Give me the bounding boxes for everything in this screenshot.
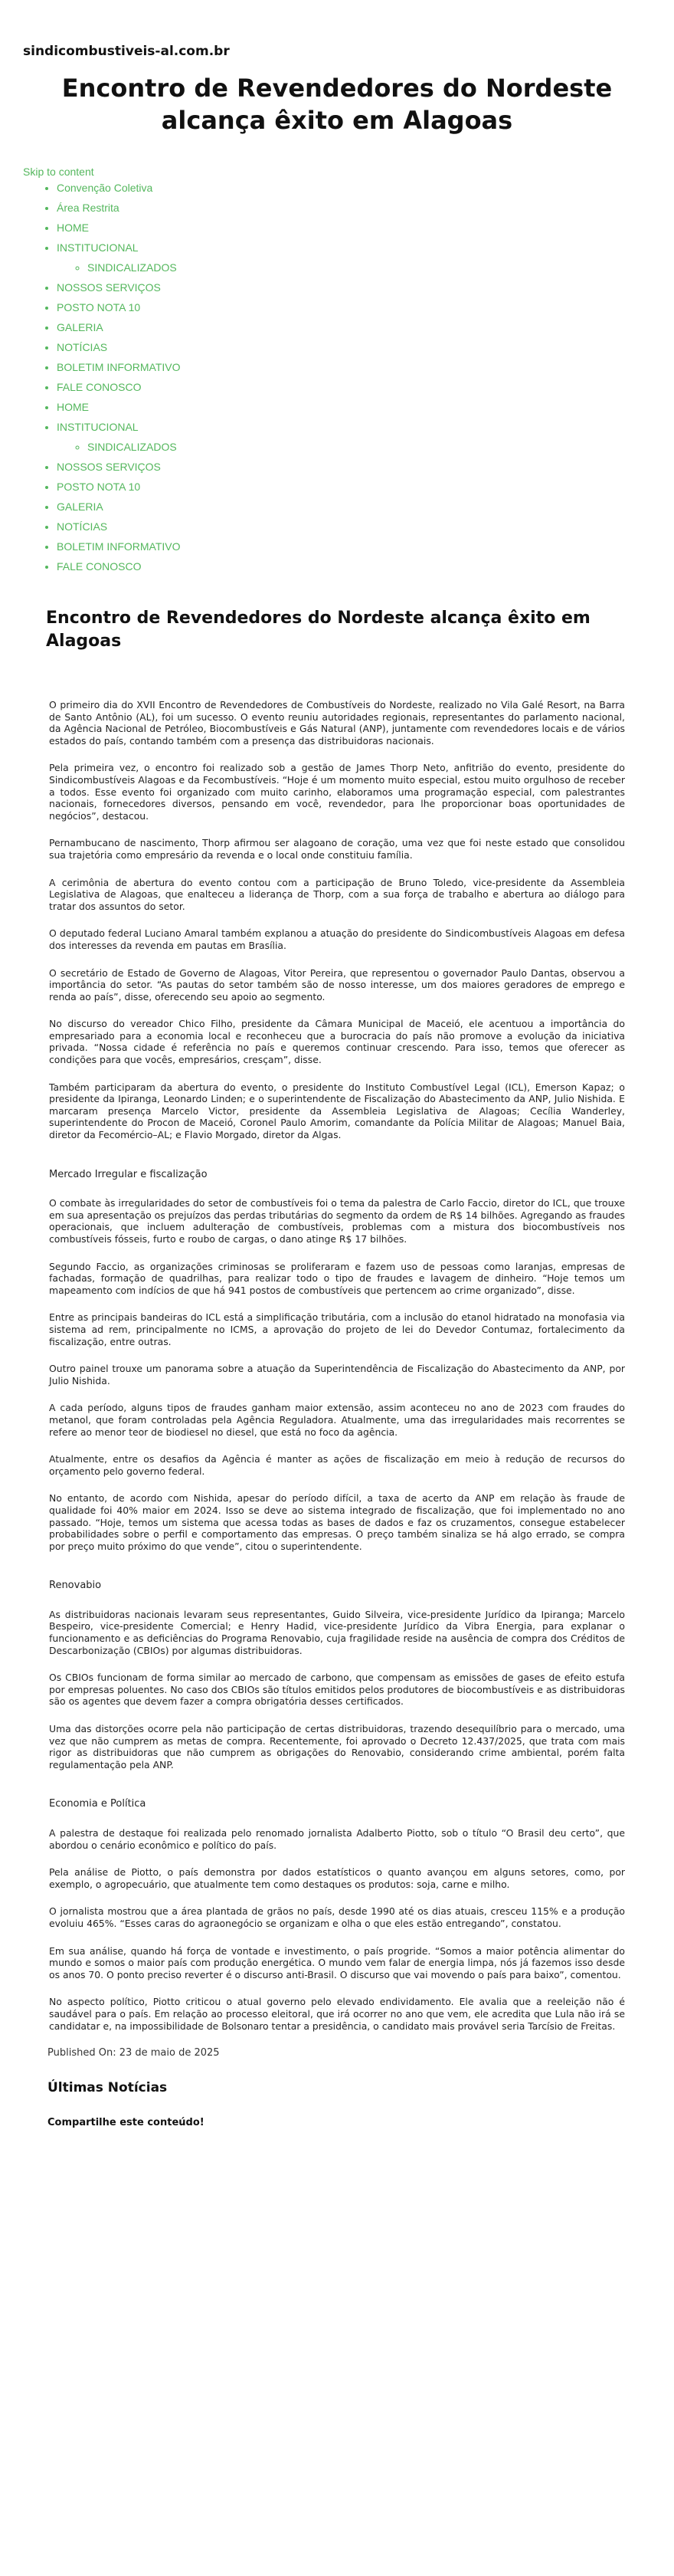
nav-item-noticias[interactable] [57, 337, 651, 357]
mobile-nav-link-institucional[interactable]: INSTITUCIONAL [57, 421, 139, 433]
nav-item-sindicalizados[interactable] [87, 258, 651, 277]
article-paragraph: O jornalista mostrou que a área plantada de grãos no país, desde 1990 até os dias atuais, cresceu 115% e a produção evoluiu 465%. “Esses caras do agraonegócio se organizam e olha o que eles estão entregando”, constatou. [49, 1905, 625, 1929]
top-menu-link-convencao[interactable]: Convenção Coletiva [57, 182, 153, 194]
top-menu-item-convencao[interactable] [57, 178, 651, 198]
nav-link-institucional[interactable]: INSTITUCIONAL [57, 241, 139, 254]
mobile-nav-item-galeria[interactable] [57, 497, 651, 517]
nav-link-noticias[interactable]: NOTÍCIAS [57, 341, 108, 353]
article-paragraph: No aspecto político, Piotto criticou o atual governo pelo elevado endividamento. Ele avalia que a reeleição não é saudável para o país. Em relação ao processo eleitoral, que irá ocorrer no ano que vem, ele acredita que Lula não irá se candidatar e, na impossibilidade de Bolsonaro tentar a presidência, o candidato mais provável seria Tarcísio de Freitas. [49, 1996, 625, 2032]
article-paragraph: O combate às irregularidades do setor de combustíveis foi o tema da palestra de Carlo Faccio, diretor do ICL, que trouxe em sua apresentação os prejuízos das perdas tributárias do segmento da ordem de R$ 14 bilhões. Agregando as fraudes operacionais, que incluem adulteração de combustíveis, problemas com a mistura dos biocombustíveis nos combustíveis fósseis, furto e roubo de cargas, o dano atinge R$ 17 bilhões. [49, 1197, 625, 1245]
article-paragraph: A cerimônia de abertura do evento contou com a participação de Bruno Toledo, vice-presidente da Assembleia Legislativa de Alagoas, que enalteceu a liderança de Thorp, com a sua força de trabalho e abertura ao diálogo para tratar dos assuntos do setor. [49, 876, 625, 912]
mobile-menu [23, 397, 651, 576]
mobile-nav-item-posto-nota-10[interactable] [57, 477, 651, 497]
top-menu-item-area-restrita[interactable] [57, 198, 651, 218]
nav-link-fale-conosco[interactable]: FALE CONOSCO [57, 381, 142, 393]
nav-item-home[interactable] [57, 218, 651, 238]
mobile-nav-link-fale-conosco[interactable]: FALE CONOSCO [57, 560, 142, 573]
article-paragraph: Pela primeira vez, o encontro foi realizado sob a gestão de James Thorp Neto, anfitrião do evento, presidente do Sindicombustíveis Alagoas e da Fecombustíveis. “Hoje é um momento muito especial, estou muito orgulhoso de receber a todos. Esse evento foi organizado com muito carinho, elaboramos uma programação especial, com palestrantes nacionais, fornecedores diversos, pensando em você, revendedor, para lhe proporcionar boas oportunidades de negócios”, destacou. [49, 762, 625, 822]
mobile-nav-item-boletim[interactable] [57, 537, 651, 556]
nav-item-institucional[interactable] [57, 238, 651, 277]
mobile-nav-link-sindicalizados[interactable]: SINDICALIZADOS [87, 441, 177, 453]
article-paragraph: Pela análise de Piotto, o país demonstra por dados estatísticos o quanto avançou em alguns setores, como, por exemplo, o agropecuário, que atualmente tem como destaques os produtos: soja, carne e milho. [49, 1866, 625, 1890]
skip-to-content-link[interactable]: Skip to content [23, 166, 94, 178]
top-menu [23, 178, 651, 218]
nav-link-galeria[interactable]: GALERIA [57, 321, 103, 333]
article-paragraph: O secretário de Estado de Governo de Alagoas, Vitor Pereira, que representou o governador Paulo Dantas, observou a importância do setor. “As pautas do setor também são de nosso interesse, um dos maiores geradores de emprego e renda ao país”, disse, oferecendo seu apoio ao segmento. [49, 966, 625, 1003]
latest-news-heading: Últimas Notícias [47, 2080, 168, 2096]
mobile-nav-item-noticias[interactable] [57, 517, 651, 537]
article-paragraph: As distribuidoras nacionais levaram seus representantes, Guido Silveira, vice-presidente Jurídico da Ipiranga; Marcelo Bespeiro, vice-presidente Comercial; e Henry Hadid, vice-presidente Jurídico da Vibra Energia, para explanar o funcionamento e as deficiências do Programa Renovabio, cuja fragilidade reside na ausência de compra dos Créditos de Descarbonização (CBIOs) por algumas distribuidoras. [49, 1608, 625, 1656]
mobile-nav-link-posto-nota-10[interactable]: POSTO NOTA 10 [57, 481, 141, 493]
mobile-nav-link-boletim[interactable]: BOLETIM INFORMATIVO [57, 540, 181, 553]
article-paragraph: Os CBIOs funcionam de forma similar ao mercado de carbono, que compensam as emissões de gases de efeito estufa por empresas poluentes. No caso dos CBIOs são títulos emitidos pelos produtores de biocombustíveis e as distribuidoras são os agentes que devem fazer a compra obrigatória desses certificados. [49, 1672, 625, 1708]
top-menu-link-area-restrita[interactable]: Área Restrita [57, 202, 119, 214]
article-paragraph: Entre as principais bandeiras do ICL está a simplificação tributária, com a inclusão do etanol hidratado na monofasia via sistema ad rem, principalmente no ICMS, a aprovação do projeto de lei do Devedor Contumaz, fortalecimento da fiscalização, entre outras. [49, 1311, 625, 1347]
mobile-nav-item-servicos[interactable] [57, 457, 651, 477]
share-heading: Compartilhe este conteúdo! [47, 2117, 204, 2129]
nav-link-boletim[interactable]: BOLETIM INFORMATIVO [57, 361, 181, 373]
main-menu [23, 218, 651, 397]
site-title[interactable]: sindicombustiveis-al.com.br [23, 44, 230, 59]
article-title: Encontro de Revendedores do Nordeste alcança êxito em Alagoas [46, 609, 591, 651]
mobile-nav-item-fale-conosco[interactable] [57, 556, 651, 576]
nav-item-servicos[interactable] [57, 277, 651, 297]
nav-item-posto-nota-10[interactable] [57, 297, 651, 317]
article-body [23, 699, 651, 2032]
article-paragraph: Pernambucano de nascimento, Thorp afirmou ser alagoano de coração, uma vez que foi neste estado que consolidou sua trajetória como empresário da revenda e o local onde constituiu família. [49, 837, 625, 861]
article-paragraph: No entanto, de acordo com Nishida, apesar do período difícil, a taxa de acerto da ANP em relação às fraude de qualidade foi 40% maior em 2024. Isso se deve ao sistema integrado de fiscalização, que foi implementado no ano passado. “Hoje, temos um sistema que acessa todas as bases de dados e faz os cruzamentos, consegue estabelecer probabilidades sobre o perfil e comportamento das empresas. O preço também sinaliza se há algo errado, se compra por preço muito próximo do que vende”, citou o superintendente. [49, 1492, 625, 1552]
published-date: Published On: 23 de maio de 2025 [47, 2047, 220, 2059]
section-heading-economia-politica: Economia e Política [49, 1798, 146, 1810]
section-heading-mercado-irregular: Mercado Irregular e fiscalização [49, 1168, 208, 1180]
nav-item-galeria[interactable] [57, 317, 651, 337]
mobile-nav-submenu-institucional [57, 437, 651, 457]
section-heading-renovabio: Renovabio [49, 1580, 102, 1592]
nav-item-fale-conosco[interactable] [57, 377, 651, 397]
article-paragraph: No discurso do vereador Chico Filho, presidente da Câmara Municipal de Maceió, ele acentuou a importância do empresariado para a economia local e reconheceu que a burocracia do país não promove a evolução da iniciativa privada. “Nossa cidade é referência no país e queremos continuar crescendo. Para isso, temos que oferecer as condições para que vocês, empresários, cresçam”, disse. [49, 1018, 625, 1066]
nav-submenu-institucional [57, 258, 651, 277]
article-paragraph: Em sua análise, quando há força de vontade e investimento, o país progride. “Somos a maior potência alimentar do mundo e somos o maior país com produção energética. O mundo vem falar de energia limpa, nós já fazemos isso desde os anos 70. O ponto preciso reverter é o discurso anti-Brasil. O discurso que vai movendo o país para baixo”, comentou. [49, 1944, 625, 1980]
mobile-nav-link-home[interactable]: HOME [57, 401, 89, 413]
article-paragraph: Também participaram da abertura do evento, o presidente do Instituto Combustível Legal (ICL), Emerson Kapaz; o presidente da Ipiranga, Leonardo Linden; e o superintendente de Fiscalização do Abastecimento da ANP, Julio Nishida. E marcaram presença Marcelo Victor, presidente da Assembleia Legislativa de Alagoas; Cecília Wanderley, superintendente do Procon de Maceió, Coronel Paulo Amorim, comandante da Polícia Militar de Alagoas; Manuel Baia, diretor da Fecomércio–AL; e Flavio Morgado, diretor da Algas. [49, 1081, 625, 1141]
page-title: Encontro de Revendedores do Nordeste alcança êxito em Alagoas [61, 74, 613, 135]
article-paragraph: Outro painel trouxe um panorama sobre a atuação da Superintendência de Fiscalização do Abastecimento da ANP, por Julio Nishida. [49, 1363, 625, 1386]
mobile-nav-item-home[interactable] [57, 397, 651, 417]
article-paragraph: Uma das distorções ocorre pela não participação de certas distribuidoras, trazendo desequilíbrio para o mercado, uma vez que não cumprem as metas de compra. Recentemente, foi aprovado o Decreto 12.437/2025, que trata com mais rigor as distribuidoras que não cumprem as obrigações do Renovabio, considerando crime ambiental, porém falta regulamentação pela ANP. [49, 1723, 625, 1770]
mobile-nav-link-galeria[interactable]: GALERIA [57, 500, 103, 513]
mobile-nav-link-noticias[interactable]: NOTÍCIAS [57, 520, 108, 533]
nav-item-boletim[interactable] [57, 357, 651, 377]
article-paragraph: A palestra de destaque foi realizada pelo renomado jornalista Adalberto Piotto, sob o título “O Brasil deu certo”, que abordou o cenário econômico e político do país. [49, 1827, 625, 1851]
article-paragraph: O primeiro dia do XVII Encontro de Revendedores de Combustíveis do Nordeste, realizado no Vila Galé Resort, na Barra de Santo Antônio (AL), foi um sucesso. O evento reuniu autoridades regionais, representantes do parlamento nacional, da Agência Nacional de Petróleo, Biocombustíveis e Gás Natural (ANP), juntamente com revendedores locais e de vários estados do país, contando também com a presença das distribuidoras nacionais. [49, 699, 625, 747]
mobile-nav-link-servicos[interactable]: NOSSOS SERVIÇOS [57, 461, 161, 473]
nav-link-home[interactable]: HOME [57, 222, 89, 234]
article-paragraph: Segundo Faccio, as organizações criminosas se proliferaram e fazem uso de pessoas como laranjas, empresas de fachadas, formação de quadrilhas, para realizar todo o tipo de fraudes e lavagem de dinheiro. “Hoje temos um mapeamento com indícios de que há 941 postos de combustíveis que pertencem ao crime organizado”, disse. [49, 1260, 625, 1296]
article-paragraph: Atualmente, entre os desafios da Agência é manter as ações de fiscalização em meio à redução de recursos do orçamento pelo governo federal. [49, 1453, 625, 1477]
mobile-nav-item-sindicalizados[interactable] [87, 437, 651, 457]
nav-link-servicos[interactable]: NOSSOS SERVIÇOS [57, 281, 161, 294]
nav-link-posto-nota-10[interactable]: POSTO NOTA 10 [57, 301, 141, 313]
nav-link-sindicalizados[interactable]: SINDICALIZADOS [87, 261, 177, 274]
article-paragraph: A cada período, alguns tipos de fraudes ganham maior extensão, assim aconteceu no ano de 2023 com fraudes do metanol, que foram controladas pela Agência Reguladora. Atualmente, uma das irregularidades mais recorrentes se refere ao menor teor de biodiesel no diesel, que está no foco da agência. [49, 1402, 625, 1438]
mobile-nav-item-institucional[interactable] [57, 417, 651, 457]
article-paragraph: O deputado federal Luciano Amaral também explanou a atuação do presidente do Sindicombustíveis Alagoas em defesa dos interesses da revenda em pautas em Brasília. [49, 927, 625, 951]
